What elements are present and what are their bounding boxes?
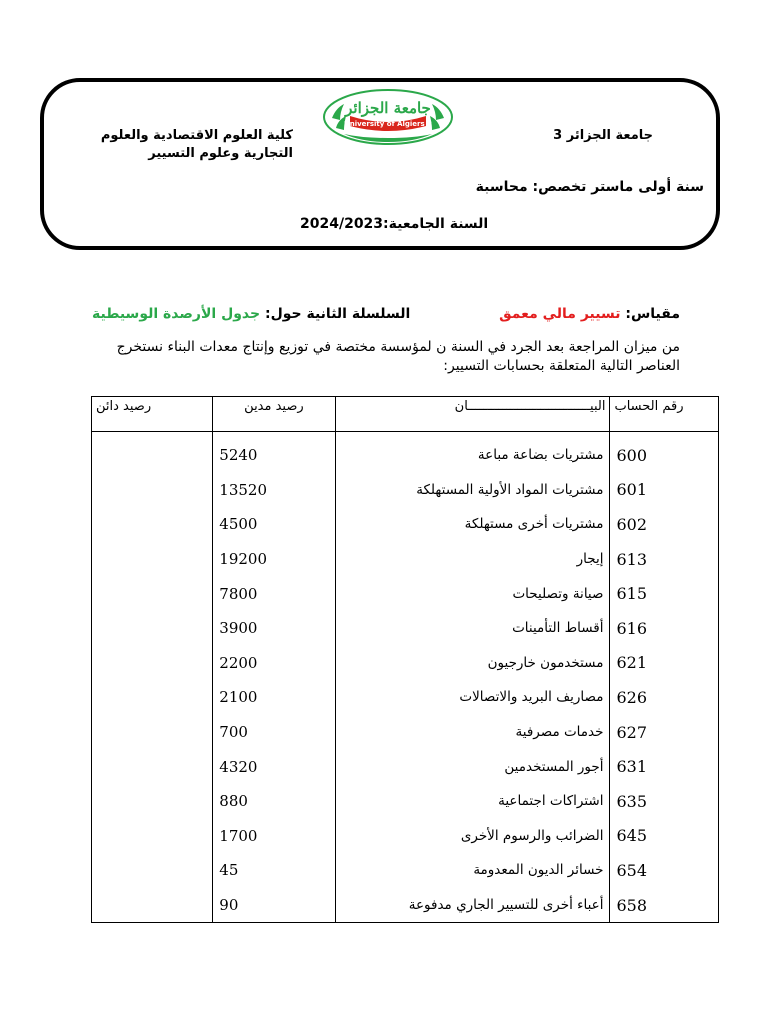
account-code: 616 (610, 611, 719, 646)
credit-balance (92, 888, 213, 923)
account-code: 658 (610, 888, 719, 923)
module-label: مقياس: (625, 306, 680, 322)
credit-balance (92, 576, 213, 611)
credit-balance (92, 749, 213, 784)
header-credit-balance: رصيد دائن (92, 397, 213, 432)
debit-balance: 2100 (213, 680, 335, 715)
account-description: مستخدمون خارجيون (335, 646, 610, 681)
table-row (92, 888, 719, 923)
account-code: 631 (610, 749, 719, 784)
table-row (92, 680, 719, 715)
table-row (92, 819, 719, 854)
table-row (92, 715, 719, 750)
table-row (92, 473, 719, 508)
account-description: خدمات مصرفية (335, 715, 610, 750)
debit-balance: 2200 (213, 646, 335, 681)
account-description: خسائر الديون المعدومة (335, 853, 610, 888)
university-name: جامعة الجزائر 3 (553, 128, 653, 143)
accounts-table (91, 396, 719, 923)
account-description: مشتريات بضاعة مباعة (335, 432, 610, 473)
intro-line-1: من ميزان المراجعة بعد الجرد في السنة ن لمؤسسة مختصة في توزيع وإنتاج معدات البناء نستخرج (116, 339, 680, 355)
table-row (92, 611, 719, 646)
account-description: صيانة وتصليحات (335, 576, 610, 611)
module-name: تسيير مالي معمق (499, 306, 621, 322)
credit-balance (92, 680, 213, 715)
credit-balance (92, 715, 213, 750)
account-code: 654 (610, 853, 719, 888)
debit-balance: 3900 (213, 611, 335, 646)
debit-balance: 7800 (213, 576, 335, 611)
credit-balance (92, 819, 213, 854)
debit-balance: 13520 (213, 473, 335, 508)
debit-balance: 19200 (213, 542, 335, 577)
account-code: 621 (610, 646, 719, 681)
account-code: 626 (610, 680, 719, 715)
intro-line-2: العناصر التالية المتعلقة بحسابات التسيير: (443, 358, 680, 374)
module-title (499, 306, 680, 322)
faculty-line-1: كلية العلوم الاقتصادية والعلوم (100, 128, 293, 143)
credit-balance (92, 784, 213, 819)
debit-balance: 45 (213, 853, 335, 888)
account-description: مصاريف البريد والاتصالات (335, 680, 610, 715)
account-description: أعباء أخرى للتسيير الجاري مدفوعة (335, 888, 610, 923)
debit-balance: 4500 (213, 507, 335, 542)
account-description: مشتريات المواد الأولية المستهلكة (335, 473, 610, 508)
debit-balance: 4320 (213, 749, 335, 784)
account-description: إيجار (335, 542, 610, 577)
credit-balance (92, 542, 213, 577)
academic-year: السنة الجامعية:2024/2023 (300, 216, 489, 232)
header-account-code: رقم الحساب (610, 397, 719, 432)
account-code: 635 (610, 784, 719, 819)
account-code: 645 (610, 819, 719, 854)
account-code: 627 (610, 715, 719, 750)
debit-balance: 90 (213, 888, 335, 923)
table-row (92, 784, 719, 819)
account-code: 613 (610, 542, 719, 577)
university-logo (322, 88, 454, 146)
credit-balance (92, 611, 213, 646)
table-row (92, 542, 719, 577)
faculty-name (93, 127, 293, 163)
account-code: 615 (610, 576, 719, 611)
university-logo-emblem (322, 88, 454, 146)
table-header-row (92, 397, 719, 432)
credit-balance (92, 646, 213, 681)
account-description: أقساط التأمينات (335, 611, 610, 646)
debit-balance: 1700 (213, 819, 335, 854)
account-description: اشتراكات اجتماعية (335, 784, 610, 819)
credit-balance (92, 432, 213, 473)
account-description: مشتريات أخرى مستهلكة (335, 507, 610, 542)
level-specialty: سنة أولى ماستر تخصص: محاسبة (475, 179, 704, 195)
series-title (92, 306, 410, 322)
credit-balance (92, 853, 213, 888)
faculty-line-2: التجارية وعلوم التسيير (148, 146, 293, 161)
logo-arabic-text: جامعة الجزائر (345, 99, 431, 117)
credit-balance (92, 473, 213, 508)
account-code: 600 (610, 432, 719, 473)
debit-balance: 5240 (213, 432, 335, 473)
account-code: 602 (610, 507, 719, 542)
table-row (92, 749, 719, 784)
header-debit-balance: رصيد مدين (213, 397, 335, 432)
account-description: الضرائب والرسوم الأخرى (335, 819, 610, 854)
credit-balance (92, 507, 213, 542)
debit-balance: 700 (213, 715, 335, 750)
account-description: أجور المستخدمين (335, 749, 610, 784)
logo-english-text: University of Algiers 3 (344, 120, 432, 128)
table-row (92, 576, 719, 611)
series-topic: جدول الأرصدة الوسيطية (92, 306, 261, 322)
exercise-intro (80, 338, 680, 376)
table-row (92, 853, 719, 888)
table-row (92, 432, 719, 473)
account-code: 601 (610, 473, 719, 508)
table-row (92, 507, 719, 542)
debit-balance: 880 (213, 784, 335, 819)
header-description: البيــــــــــــــــــــــــــــــــان (335, 397, 610, 432)
series-label: السلسلة الثانية حول: (264, 306, 411, 322)
table-row (92, 646, 719, 681)
